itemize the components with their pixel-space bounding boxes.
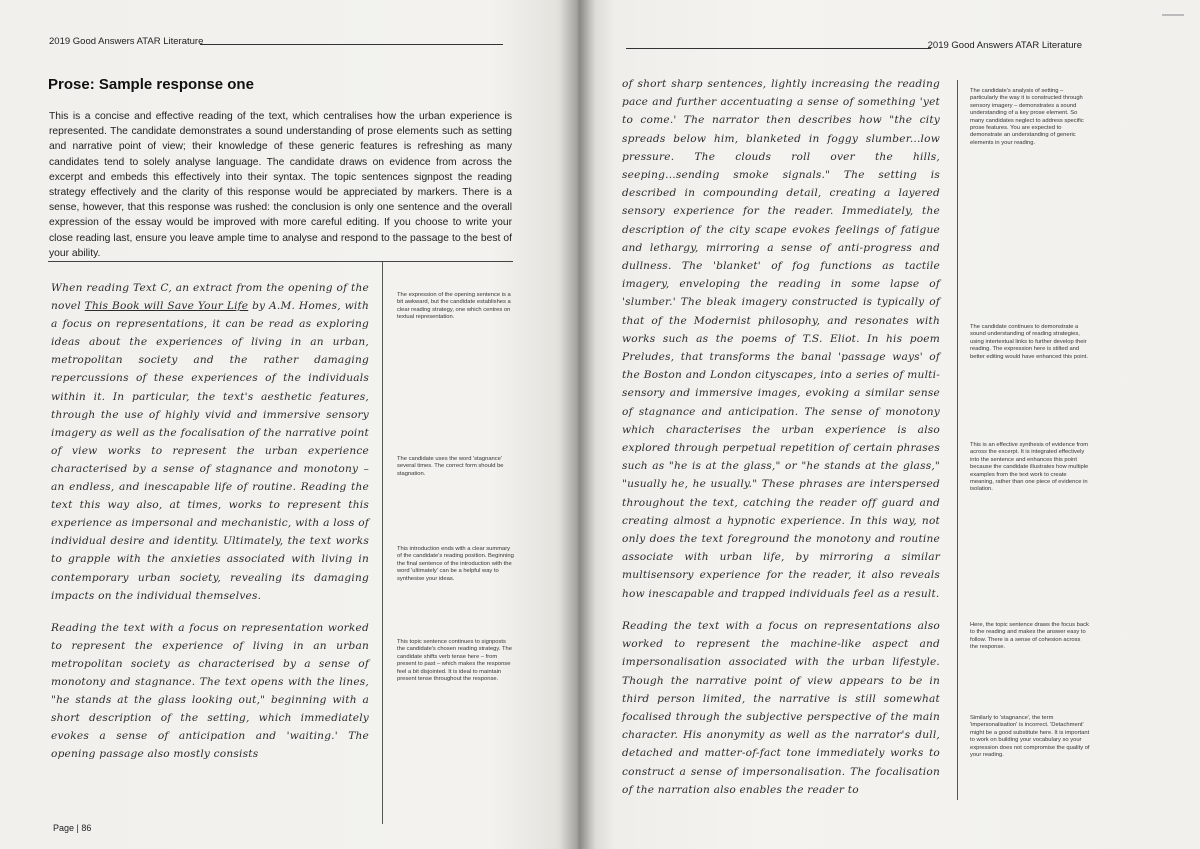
margin-comment: The candidate continues to demonstrate a sound understanding of reading strategies, using intertextual links to further develop their reading. The expression here is stilted and better editing would have enhanced this point. <box>970 324 1088 360</box>
margin-comment: The expression of the opening sentence is a bit awkward, but the candidate establishes a clear reading strategy, one which centres on textual representation. <box>397 292 511 321</box>
margin-divider-left <box>382 262 383 824</box>
essay-paragraph-body: Reading the text with a focus on representations also worked to represent the machine-like aspect and impersonalisation associated with the urban lifestyle. Though the narrative point of view appears to be in third person limited, the narrative is still somewhat focalised through the subjective perspective of the main character. His anonymity as well as the narrator's dull, detached and matter-of-fact tone immediately works to construct a sense of impersonalisation. The focalisation of the narration also enables the reader to <box>622 619 940 796</box>
scan-mark <box>1162 14 1184 16</box>
margin-comment: The candidate uses the word 'stagnance' several times. The correct form should be stagnation. <box>397 456 504 477</box>
essay-text: by A.M. Homes, with a focus on representations, it can be read as exploring ideas about the experiences of living in an urban, metropolitan society and the rather damaging repercussions of these experiences of the individuals within it. In particular, the text's aesthetic features, through the use of highly vivid and immersive sensory imagery as well as the focalisation of the narrative point of view works to represent the urban experience characterised by a sense of stagnance and monotony – an endless, and inescapable life of routine. Reading the text this way also, at times, works to represent this experience as impersonal and mechanistic, with a loss of individual desire and identity. Ultimately, the text works to grapple with the anxieties associated with living in contemporary urban society, revealing its damaging impacts on the individual themselves. <box>51 300 369 602</box>
margin-comment: Here, the topic sentence draws the focus back to the reading and makes the answer easy to follow. There is a sense of cohesion across the response. <box>970 622 1089 651</box>
novel-title: This Book will Save Your Life <box>84 300 249 313</box>
margin-comment: This introduction ends with a clear summary of the candidate's reading position. Beginning the final sentence of the introduction with the word 'ultimately' can be a helpful way to synthesise your ideas. <box>397 546 514 582</box>
margin-comment: This is an effective synthesis of evidence from across the excerpt. It is integrated effectively into the sentence and enhances this point because the candidate illustrates how multiple examples from the text work to create meaning, rather than one piece of evidence in isolation. <box>970 442 1089 493</box>
running-header-right: 2019 Good Answers ATAR Literature <box>927 40 1082 51</box>
running-header-left: 2019 Good Answers ATAR Literature <box>49 36 204 47</box>
essay-text: When reading Text C, an extract from the opening of the novel <box>51 282 369 313</box>
header-rule-left <box>200 44 503 45</box>
page-title: Prose: Sample response one <box>48 76 254 93</box>
essay-paragraph-introduction <box>51 279 369 605</box>
book-gutter <box>560 0 596 849</box>
essay-paragraph-body: Reading the text with a focus on representation worked to represent the experience of living in an urban metropolitan society as characterised by a sense of monotony and stagnance. The text opens with the lines, "he stands at the glass looking out," beginning with a short description of the setting, which immediately evokes a sense of anticipation and 'waiting.' The opening passage also mostly consists <box>51 621 369 761</box>
section-divider <box>48 261 513 262</box>
right-page <box>578 0 1200 849</box>
margin-divider-right <box>957 80 958 800</box>
margin-comment: This topic sentence continues to signposts the candidate's chosen reading strategy. The candidate shifts verb tense here – from present to past – which makes the response feel a bit disjointed. It is ideal to maintain present tense throughout the response. <box>397 639 512 683</box>
handwritten-essay-left <box>51 279 369 763</box>
margin-comment: Similarly to 'stagnance', the term 'impersonalisation' is incorrect. 'Detachment' might be a good substitute here. It is important to work on building your vocabulary so your expression does not compromise the quality of your reading. <box>970 715 1090 759</box>
header-rule-right <box>626 48 931 49</box>
handwritten-essay-right <box>622 75 940 799</box>
left-page <box>0 0 578 849</box>
marker-introduction: This is a concise and effective reading of the text, which centralises how the urban experience is represented. The candidate demonstrates a sound understanding of prose elements such as setting and narrative point of view; their knowledge of these generic features is refreshing as many candidates tend to solely analyse language. The candidate draws on evidence from across the excerpt and embeds this effectively into their syntax. The topic sentences signpost the reading strategy effectively and the clarity of this response would be appreciated by markers. There is a sense, however, that this response was rushed: the conclusion is only one sentence and the overall expression of the essay would be improved with more careful editing. If you choose to write your close reading last, ensure you leave ample time to analyse and respond to the passage to the best of your ability. <box>49 111 512 259</box>
page-number: Page | 86 <box>53 823 92 833</box>
essay-paragraph-body: of short sharp sentences, lightly increasing the reading pace and further accentuating a sense of something 'yet to come.' The narrator then describes how "the city spreads below him, blanketed in foggy slumber...low pressure. The clouds roll over the hills, seeping...sending smoke signals." The setting is described in compounding detail, creating a layered sensory experience for the reader. Immediately, the description of the city scape evokes feelings of fatigue and lethargy, mirroring a sense of anti-progress and dullness. The 'blanket' of fog functions as tactile imagery, enveloping the reading in some lapse of 'slumber.' The bleak imagery constructed is typically of that of the Modernist philosophy, and resonates with works such as the poems of T.S. Eliot. In his poem Preludes, that transforms the banal 'passage ways' of the Boston and London cityscapes, into a series of multi-sensory and immersive images, evoking a similar sense of stagnance and anticipation. The sense of monotony which characterises the urban experience is also explored through perpetual repetition of certain phrases such as "he is at the glass," or "he stands at the glass," "usually he, he usually." These phrases are interspersed throughout the text, catching the reader off guard and creating almost a hypnotic experience. In this way, not only does the text foreground the monotony and routine associate with urban life, by mirroring a similar multisensory experience for the reader, it also reveals how inescapable and trapped individuals feel as a result. <box>622 78 940 600</box>
margin-comment: The candidate's analysis of setting – particularly the way it is constructed through sensory imagery – demonstrates a sound understanding of a key prose element. So many candidates neglect to address specific prose features. You are expected to demonstrate an understanding of generic elements in your reading. <box>970 88 1084 146</box>
